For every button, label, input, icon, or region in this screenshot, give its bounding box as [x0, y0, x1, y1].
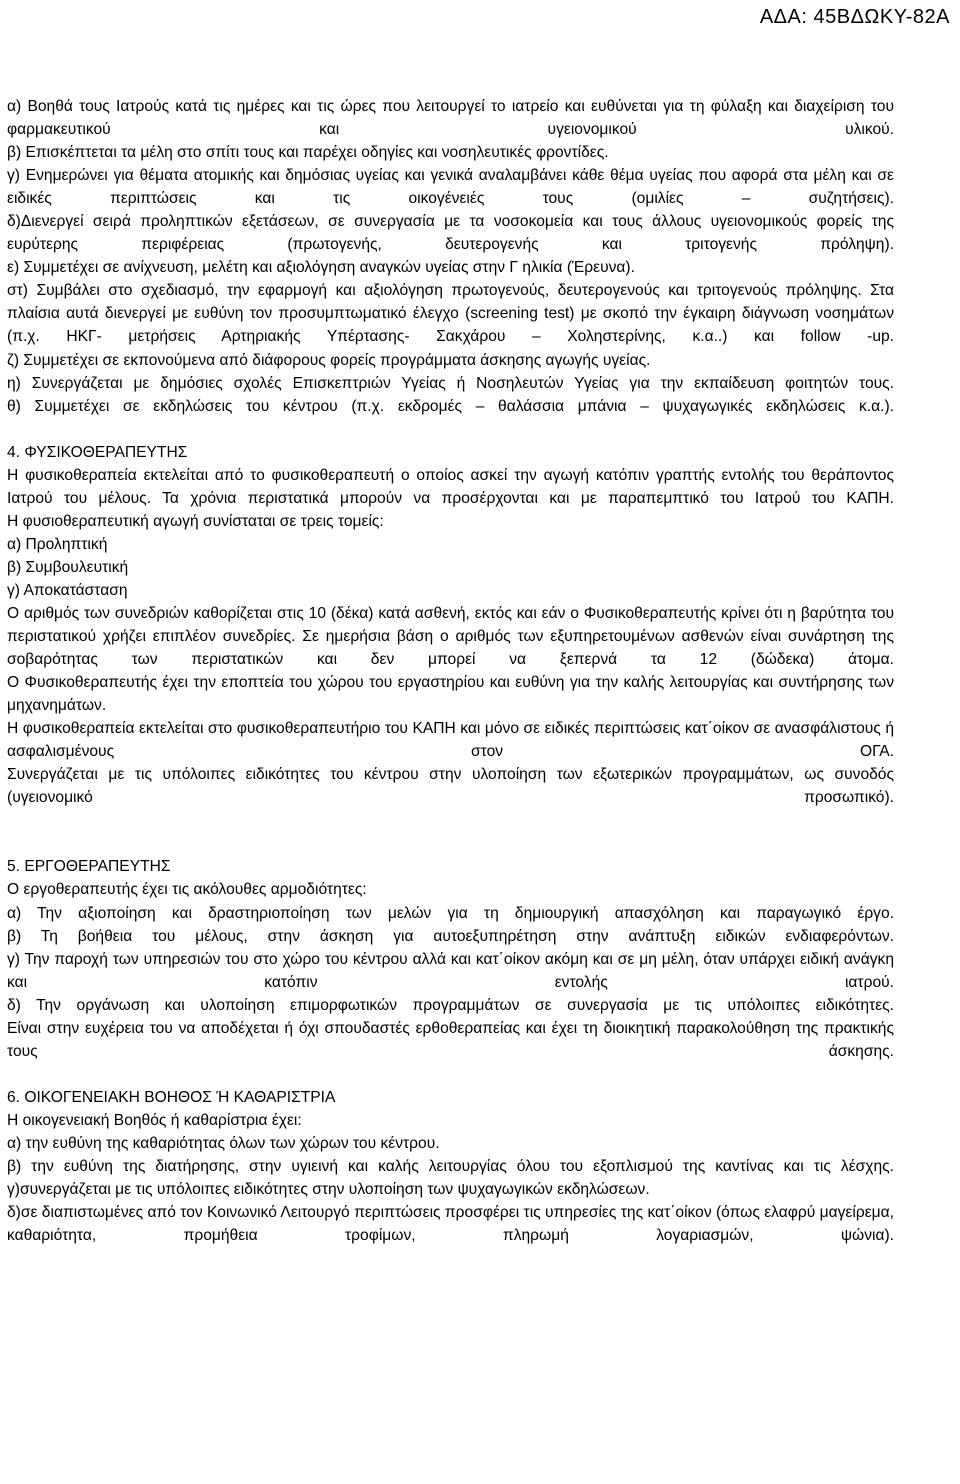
document-header-ada: ΑΔΑ: 45ΒΔΩΚΥ-82Α: [759, 6, 950, 28]
physio-paragraph-4: Ο Φυσικοθεραπευτής έχει την εποπτεία του χώρου του εργαστηρίου και ευθύνη για την καλής λειτουργίας και συντήρησης των μηχανημάτων.: [7, 674, 894, 715]
physio-paragraph-6: Συνεργάζεται με τις υπόλοιπες ειδικότητες του κέντρου στην υλοποίηση των εξωτερικών προγραμμάτων, ως συνοδός (υγειονομικό προσωπικό).: [7, 766, 894, 807]
home-duty-d: δ)σε διαπιστωμένες από τον Κοινωνικό Λειτουργό περιπτώσεις προσφέρει τις υπηρεσίες της κατ΄οίκον (όπως ελαφρύ μαγείρεμα, καθαριότητα, προμήθεια τροφίμων, πληρωμή λογαριασμών, ψώνια).: [7, 1204, 894, 1245]
home-duty-a: α) την ευθύνη της καθαριότητας όλων των χώρων του κέντρου.: [7, 1134, 440, 1152]
physio-paragraph-5: Η φυσικοθεραπεία εκτελείται στο φυσικοθεραπευτήριο του ΚΑΠΗ και μόνο σε ειδικές περιπτώσεις κατ΄οίκον σε ανασφάλιστους ή ασφαλισμένους στον ΟΓΑ.: [7, 720, 894, 761]
ergo-paragraph: Είναι στην ευχέρεια του να αποδέχεται ή όχι σπουδαστές ερθοθεραπείας και έχει τη διοικητική παρακολούθηση της πρακτικής τους άσκησης.: [7, 1019, 894, 1060]
document-body: [7, 95, 894, 1247]
section-title-physiotherapist: 4. ΦΥΣΙΚΟΘΕΡΑΠΕΥΤΗΣ: [7, 443, 188, 461]
section-title-home-helper: 6. ΟΙΚΟΓΕΝΕΙΑΚΗ ΒΟΗΘΟΣ Ή ΚΑΘΑΡΙΣΤΡΙΑ: [7, 1088, 336, 1106]
ergo-duty-c: γ) Την παροχή των υπηρεσιών του στο χώρο του κέντρου αλλά και κατ΄οίκον ακόμη και σε μη μέλη, όταν υπάρχει ειδική ανάγκη και κατόπιν εντολής ιατρού.: [7, 950, 894, 991]
ergo-duty-a: α) Την αξιοποίηση και δραστηριοποίηση των μελών για τη δημιουργική απασχόληση και παραγωγικό έργο.: [7, 904, 894, 922]
nurse-duty-a: α) Βοηθά τους Ιατρούς κατά τις ημέρες και τις ώρες που λειτουργεί το ιατρείο και ευθύνεται για τη φύλαξη και διαχείριση του φαρμακευτικού και υγειονομικού υλικού.: [7, 98, 894, 139]
home-duty-b: β) την ευθύνη της διατήρησης, στην υγιεινή και καλής λειτουργίας όλου του εξοπλισμού της καντίνας και τις λέσχης.: [7, 1157, 894, 1175]
section-title-ergotherapist: 5. ΕΡΓΟΘΕΡΑΠΕΥΤΗΣ: [7, 858, 171, 876]
nurse-duty-th: θ) Συμμετέχει σε εκδηλώσεις του κέντρου (π.χ. εκδρομές – θαλάσσια μπάνια – ψυχαγωγικές εκδηλώσεις κ.α.).: [7, 397, 894, 415]
ergo-intro: Ο εργοθεραπευτής έχει τις ακόλουθες αρμοδιότητες:: [7, 881, 367, 899]
physio-sector: α) Προληπτική: [7, 535, 108, 553]
nurse-duty-st: στ) Συμβάλει στο σχεδιασμό, την εφαρμογή και αξιολόγηση πρωτογενούς, δευτερογενούς και τριτογενούς πρόληψης. Στα πλαίσια αυτά διενεργεί με ευθύνη τον προσυμπτωματικό έλεγχο (screening test) με σκοπό την έγκαιρη διάγνωση νοσημάτων (π.χ. ΗΚΓ- μετρήσεις Αρτηριακής Υπέρτασης- Σακχάρου – Χοληστερίνης, κ.α..) και follow -up.: [7, 282, 894, 346]
nurse-duty-d: δ)Διενεργεί σειρά προληπτικών εξετάσεων, σε συνεργασία με τα νοσοκομεία και τους άλλους υγειονομικούς φορείς της ευρύτερης περιφέρειας (πρωτογενής, δευτερογενής και τριτογενής πρόληψη).: [7, 213, 894, 254]
home-duty-c: γ)συνεργάζεται με τις υπόλοιπες ειδικότητες στην υλοποίηση των ψυχαγωγικών εκδηλώσεων.: [7, 1181, 650, 1199]
nurse-duty-c: γ) Ενημερώνει για θέματα ατομικής και δημόσιας υγείας και γενικά αναλαμβάνει κάθε θέμα υγείας που αφορά στα μέλη και σε ειδικές περιπτώσεις και τις οικογένειές τους (ομιλίες – συζητήσεις).: [7, 167, 894, 208]
physio-paragraph-3: Ο αριθμός των συνεδριών καθορίζεται στις 10 (δέκα) κατά ασθενή, εκτός και εάν ο Φυσικοθεραπευτής κρίνει ότι η βαρύτητα του περιστατικού χρήζει επιπλέον συνεδρίες. Σε ημερήσια βάση ο αριθμός των εξυπηρετουμένων ασθενών είναι συνάρτηση της σοβαρότητας των περιστατικών και δεν μπορεί να ξεπερνά τα 12 (δώδεκα) άτομα.: [7, 604, 894, 669]
physio-paragraph-2: Η φυσιοθεραπευτική αγωγή συνίσταται σε τρεις τομείς:: [7, 512, 384, 530]
nurse-duty-b: β) Επισκέπτεται τα μέλη στο σπίτι τους και παρέχει οδηγίες και νοσηλευτικές φροντίδες.: [7, 144, 609, 162]
home-intro: Η οικογενειακή Βοηθός ή καθαρίστρια έχει:: [7, 1111, 302, 1129]
physio-sector: γ) Αποκατάσταση: [7, 581, 128, 599]
ergo-duty-d: δ) Την οργάνωση και υλοποίηση επιμορφωτικών προγραμμάτων σε συνεργασία με τις υπόλοιπες ειδικότητες.: [7, 996, 894, 1014]
nurse-duty-h: η) Συνεργάζεται με δημόσιες σχολές Επισκεπτριών Υγείας ή Νοσηλευτών Υγείας για την εκπαίδευση φοιτητών τους.: [7, 374, 894, 392]
nurse-duty-e: ε) Συμμετέχει σε ανίχνευση, μελέτη και αξιολόγηση αναγκών υγείας στην Γ ηλικία (Έρευνα).: [7, 259, 635, 277]
ergo-duty-b: β) Τη βοήθεια του μέλους, στην άσκηση για αυτοεξυπηρέτηση στην ανάπτυξη ειδικών ενδιαφερόντων.: [7, 927, 894, 945]
physio-sector: β) Συμβουλευτική: [7, 558, 129, 576]
nurse-duty-z: ζ) Συμμετέχει σε εκπονούμενα από διάφορους φορείς προγράμματα άσκησης αγωγής υγείας.: [7, 351, 651, 369]
physio-paragraph-1: Η φυσικοθεραπεία εκτελείται από το φυσικοθεραπευτή ο οποίος ασκεί την αγωγή κατόπιν γραπτής εντολής του θεράποντος Ιατρού του μέλους. Τα χρόνια περιστατικά μπορούν να προσέρχονται και με παραπεμπτικό του Ιατρού του ΚΑΠΗ.: [7, 466, 894, 507]
